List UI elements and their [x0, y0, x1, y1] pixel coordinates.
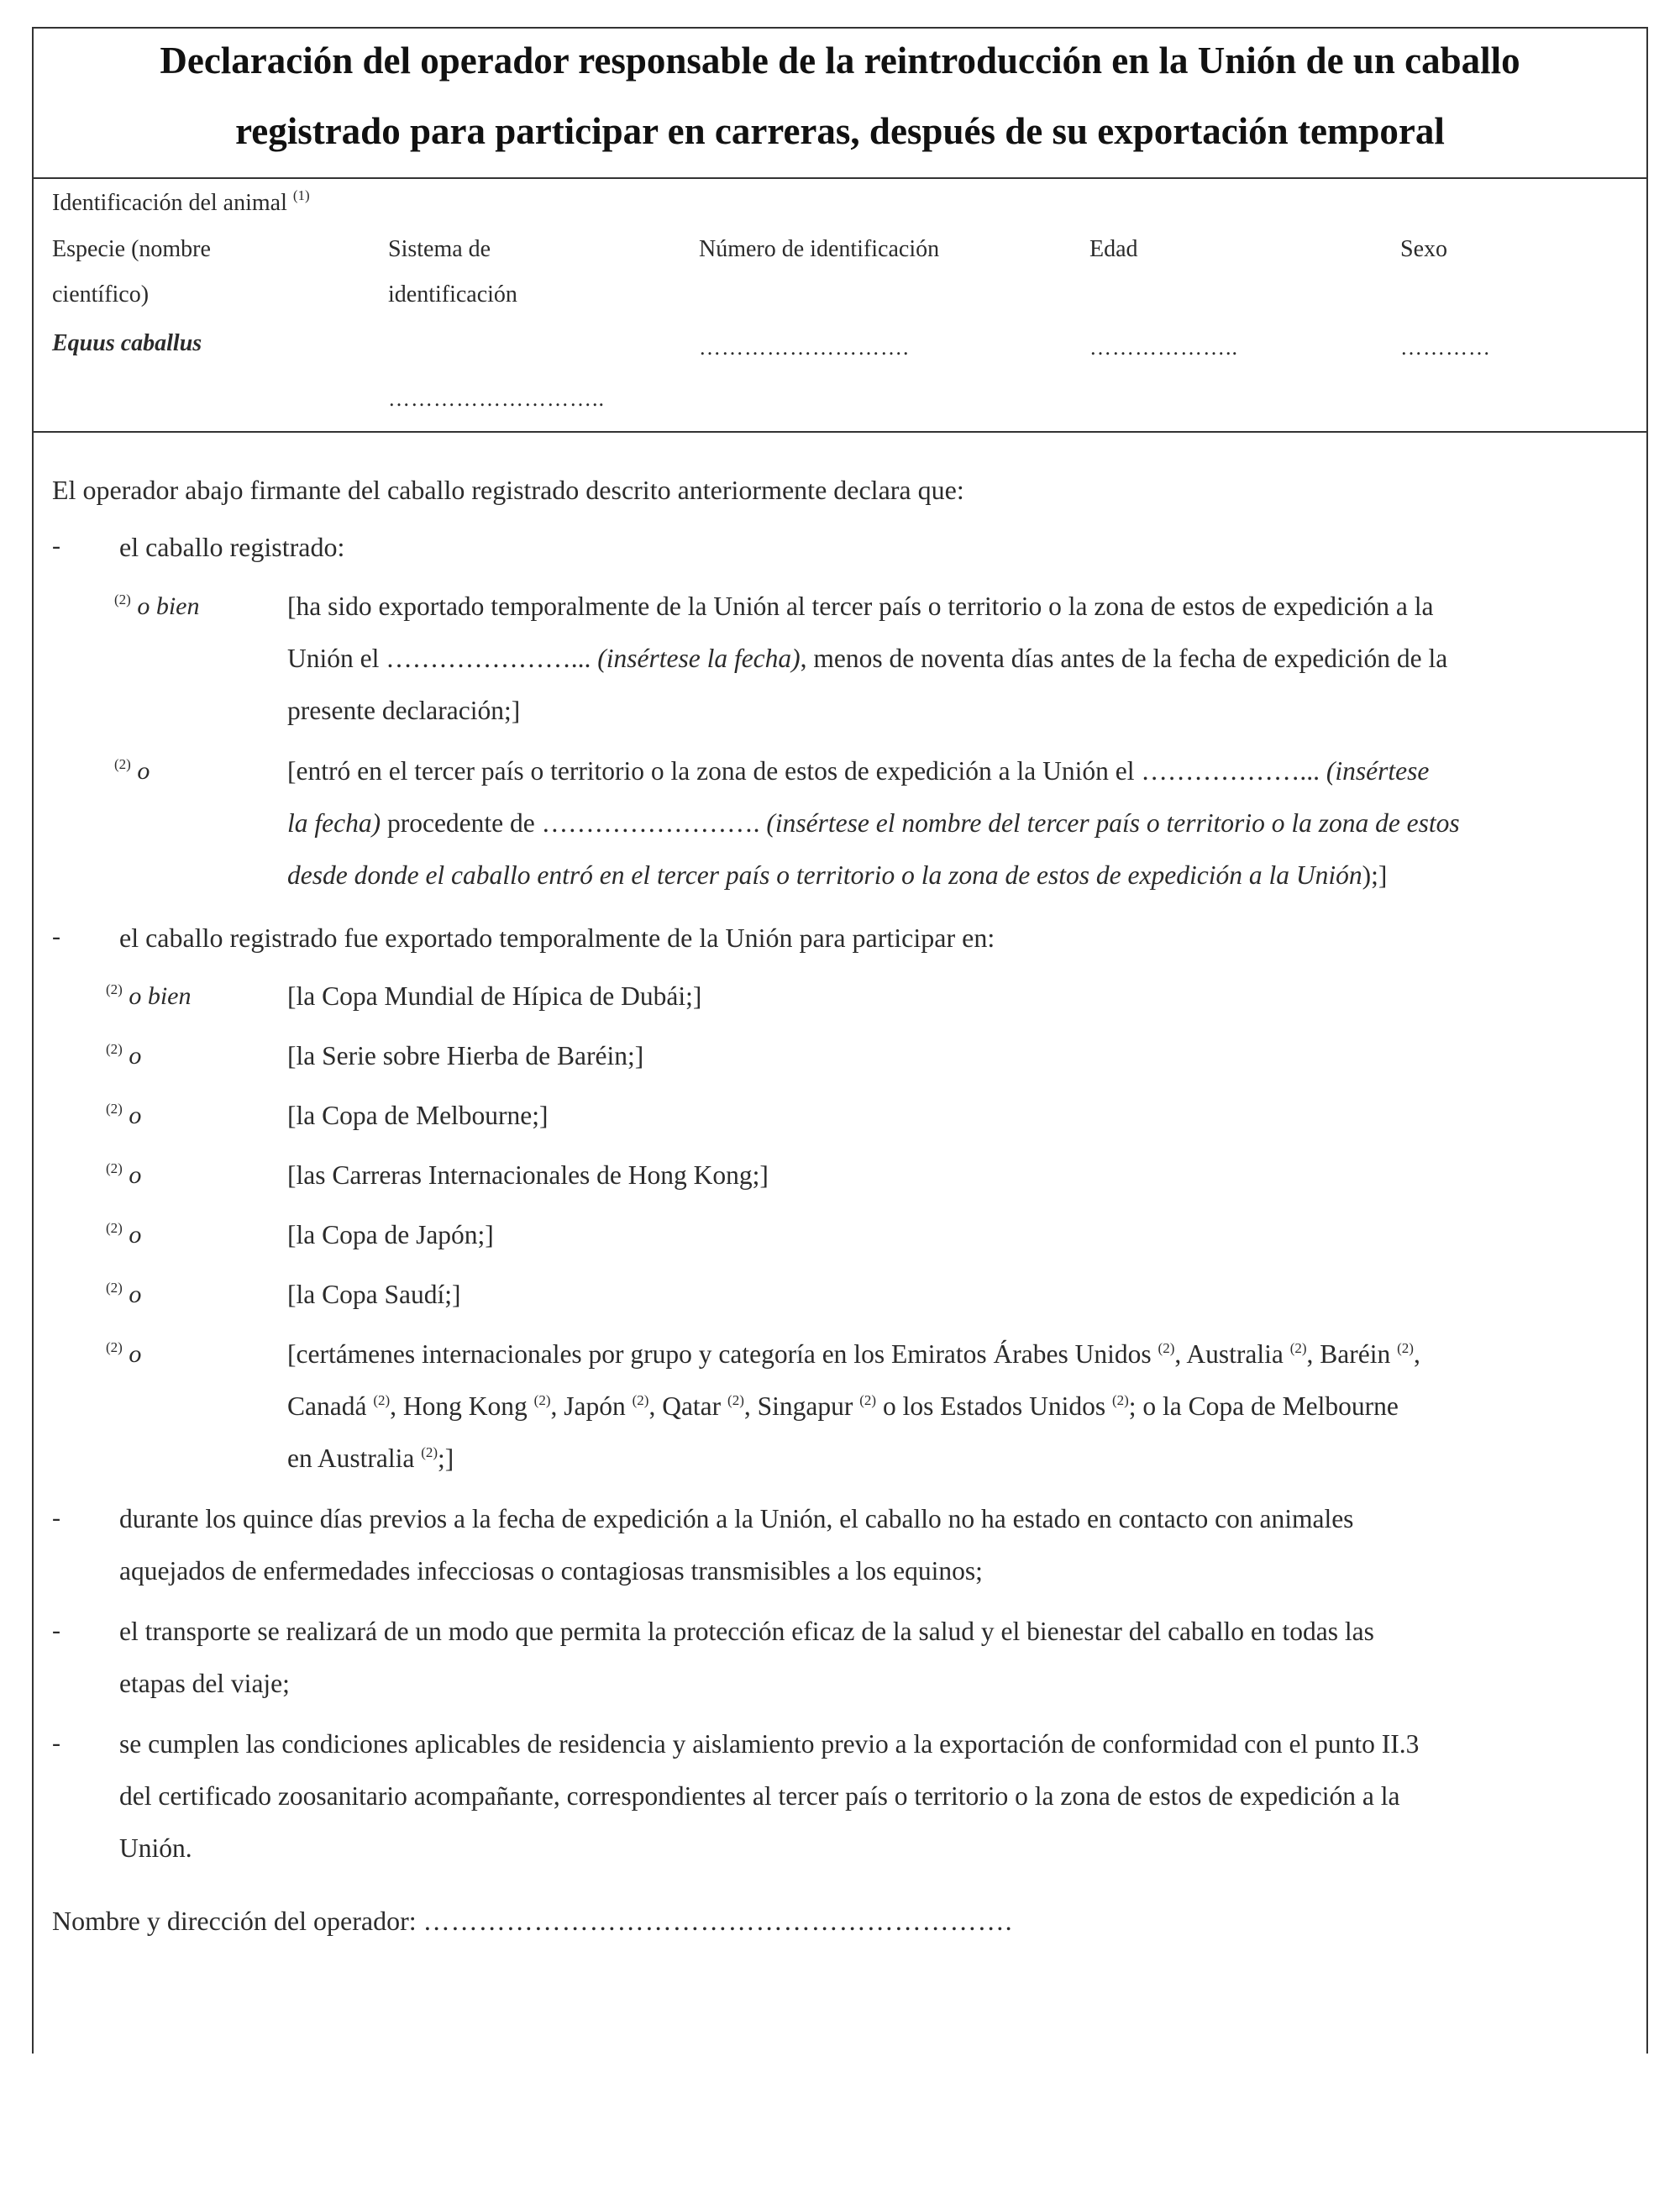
- item-no-contact-line2: aquejados de enfermedades infecciosas o contagiosas transmisibles a los equinos;: [119, 1556, 983, 1586]
- option-marker: $^{(2)}$ o: [106, 1280, 142, 1308]
- option-marker: $^{(2)}$ o bien: [106, 981, 192, 1010]
- bullet-dash: -: [52, 923, 60, 950]
- id-number-field: ……………………….: [699, 335, 910, 360]
- event-hong-kong-races: [las Carreras Internacionales de Hong Kong;]: [287, 1160, 769, 1190]
- option-marker: $^{(2)}$ o: [106, 1220, 142, 1249]
- species-header-line1: Especie (nombre: [52, 236, 211, 262]
- event-bahrain-turf-series: [la Serie sobre Hierba de Baréin;]: [287, 1041, 644, 1070]
- event-saudi-cup: [la Copa Saudí;]: [287, 1280, 461, 1309]
- option-marker: $^{(2)}$ o bien: [114, 592, 200, 620]
- item-residence-line2: del certificado zoosanitario acompañante, correspondientes al tercer país o territorio o la zona de estos de expedición a la: [119, 1781, 1400, 1811]
- title-line-2: registrado para participar en carreras, después de su exportación temporal: [235, 110, 1445, 152]
- intro-statement: El operador abajo firmante del caballo registrado descrito anteriormente declara que:: [52, 475, 964, 505]
- system-header-line1: Sistema de: [388, 236, 491, 262]
- age-header: Edad: [1089, 236, 1138, 262]
- option-exported-line2: Unión el …………………... (insértese la fecha), menos de noventa días antes de la fecha de expedición de la: [287, 644, 1448, 673]
- identification-heading: Identificación del animal $^{(1)}$: [52, 187, 310, 216]
- sex-header: Sexo: [1400, 236, 1447, 262]
- item-transport-line1: el transporte se realizará de un modo que permita la protección eficaz de la salud y el bienestar del caballo en todas las: [119, 1617, 1374, 1646]
- id-number-header: Número de identificación: [699, 236, 940, 262]
- operator-label: Nombre y dirección del operador:: [52, 1906, 423, 1936]
- species-header-line2: científico): [52, 281, 150, 308]
- option-marker: $^{(2)}$ o: [106, 1339, 142, 1368]
- bullet-dash: -: [52, 532, 60, 560]
- item-exported-for-events: el caballo registrado fue exportado temporalmente de la Unión para participar en:: [119, 923, 995, 953]
- title-section: [34, 29, 1646, 179]
- bullet-dash: -: [52, 1504, 60, 1532]
- bullet-dash: -: [52, 1729, 60, 1757]
- option-marker: $^{(2)}$ o: [114, 756, 150, 785]
- option-exported-line3: presente declaración;]: [287, 696, 521, 725]
- sex-field: …………: [1400, 335, 1491, 360]
- event-melbourne-cup: [la Copa de Melbourne;]: [287, 1101, 549, 1130]
- event-japan-cup: [la Copa de Japón;]: [287, 1220, 494, 1249]
- id-system-field: ………………………..: [388, 387, 605, 411]
- option-exported-line1: [ha sido exportado temporalmente de la Unión al tercer país o territorio o la zona de estos de expedición a la: [287, 592, 1434, 621]
- event-international-group-races-line3: en Australia $^{(2)}$;]: [287, 1444, 454, 1473]
- bullet-dash: -: [52, 1617, 60, 1644]
- animal-identification-section: [34, 179, 1646, 433]
- option-entered-line3: desde donde el caballo entró en el tercer país o territorio o la zona de estos de expedición a la Unión);]: [287, 860, 1388, 890]
- system-header-line2: identificación: [388, 281, 517, 308]
- item-no-contact-line1: durante los quince días previos a la fecha de expedición a la Unión, el caballo no ha estado en contacto con animales: [119, 1504, 1354, 1533]
- footnote-ref: (1): [292, 187, 310, 203]
- title-line-1: Declaración del operador responsable de la reintroducción en la Unión de un caballo: [160, 39, 1520, 82]
- age-field: ………………..: [1089, 335, 1238, 360]
- item-residence-line1: se cumplen las condiciones aplicables de residencia y aislamiento previo a la exportación de conformidad con el punto II.3: [119, 1729, 1420, 1759]
- operator-name-address: [52, 1906, 1013, 1937]
- option-marker: $^{(2)}$ o: [106, 1160, 142, 1189]
- event-international-group-races-line2: Canadá $^{(2)}$, Hong Kong $^{(2)}$, Japón $^{(2)}$, Qatar $^{(2)}$, Singapur $^{(2)}$ o los Estados Unidos $^{(2)}$; o la Copa de Melbourne: [287, 1391, 1399, 1421]
- item-residence-line3: Unión.: [119, 1833, 192, 1863]
- option-entered-line1: [entró en el tercer país o territorio o la zona de estos de expedición a la Unión el ………………... (insértese: [287, 756, 1430, 786]
- item-transport-line2: etapas del viaje;: [119, 1669, 290, 1698]
- item-registered-horse: el caballo registrado:: [119, 532, 345, 562]
- option-marker: $^{(2)}$ o: [106, 1101, 142, 1129]
- operator-field[interactable]: ……………………………………………………….: [423, 1906, 1013, 1936]
- option-marker: $^{(2)}$ o: [106, 1041, 142, 1070]
- species-value: Equus caballus: [52, 330, 202, 356]
- event-dubai-world-cup: [la Copa Mundial de Hípica de Dubái;]: [287, 981, 702, 1011]
- event-international-group-races-line1: [certámenes internacionales por grupo y categoría en los Emiratos Árabes Unidos $^{(2)}$, Australia $^{(2)}$, Baréin $^{(2)}$,: [287, 1339, 1420, 1369]
- declaration-form: [32, 27, 1648, 2054]
- option-entered-line2: la fecha) procedente de ……………………. (insértese el nombre del tercer país o territorio o la zona de estos: [287, 808, 1460, 838]
